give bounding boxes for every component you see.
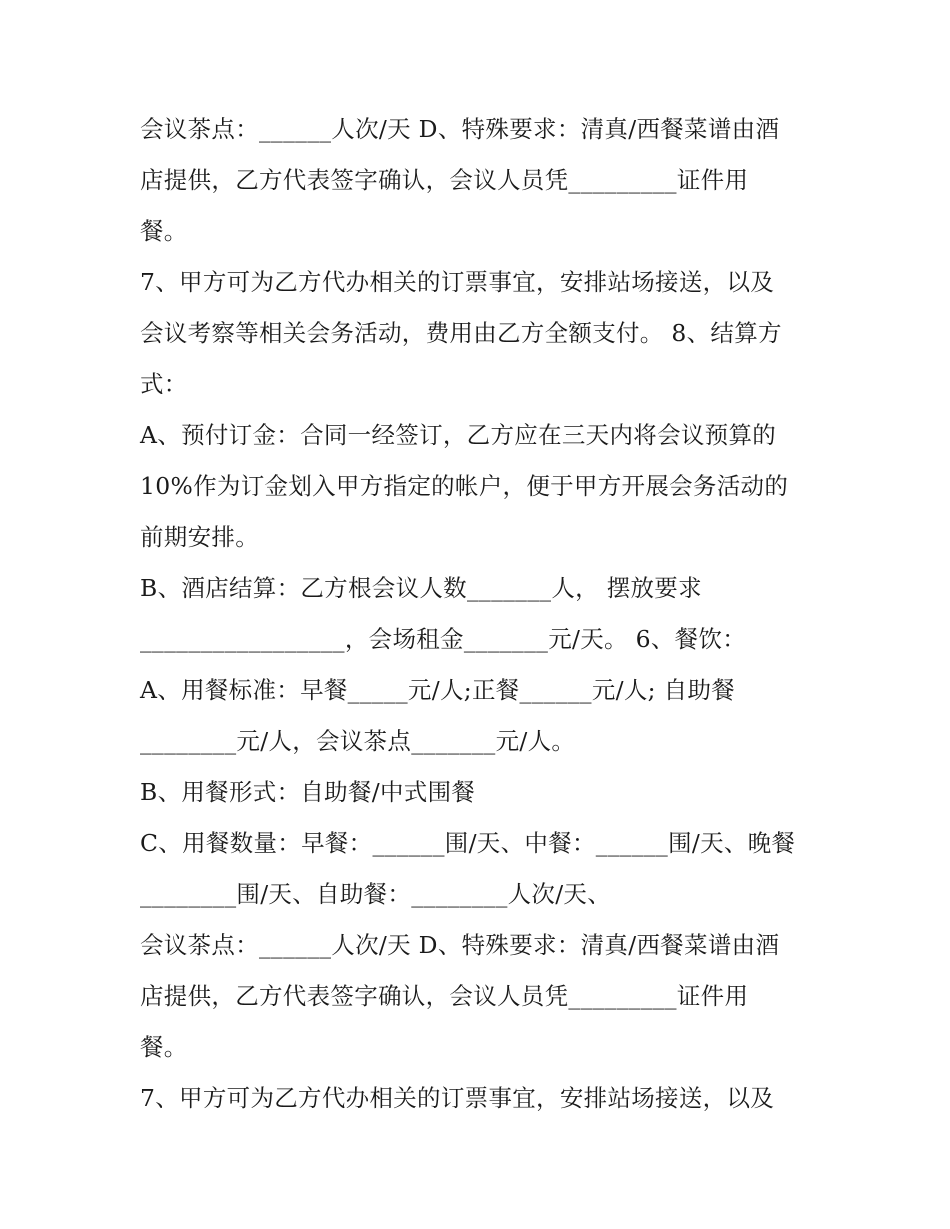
text-line: ________围/天、自助餐：________人次/天、 <box>140 880 612 908</box>
text-line: 会议考察等相关会务活动，费用由乙方全额支付。 8、结算方 <box>140 319 782 347</box>
text-line: 7、甲方可为乙方代办相关的订票事宜，安排站场接送，以及 <box>140 1084 775 1112</box>
text-line: 7、甲方可为乙方代办相关的订票事宜，安排站场接送，以及 <box>140 268 775 296</box>
text-line: A、预付订金：合同一经签订，乙方应在三天内将会议预算的 <box>140 421 777 449</box>
text-line: 餐。 <box>140 217 188 245</box>
text-line: 10%作为订金划入甲方指定的帐户，便于甲方开展会务活动的 <box>140 472 789 500</box>
text-line: 店提供，乙方代表签字确认，会议人员凭_________证件用 <box>140 166 749 194</box>
text-line: B、用餐形式：自助餐/中式围餐 <box>140 778 476 806</box>
text-line: 式： <box>140 370 188 398</box>
text-line: 餐。 <box>140 1033 188 1061</box>
text-line: _________________，会场租金_______元/天。 6、餐饮： <box>140 625 747 653</box>
text-line: 店提供，乙方代表签字确认，会议人员凭_________证件用 <box>140 982 749 1010</box>
text-line: 前期安排。 <box>140 523 259 551</box>
text-line: ________元/人，会议茶点_______元/人。 <box>140 727 576 755</box>
text-line: 会议茶点：______人次/天 D、特殊要求：清真/西餐菜谱由酒 <box>140 115 780 143</box>
text-line: A、用餐标准：早餐_____元/人;正餐______元/人; 自助餐 <box>140 676 736 704</box>
text-line: 会议茶点：______人次/天 D、特殊要求：清真/西餐菜谱由酒 <box>140 931 780 959</box>
text-line: B、酒店结算：乙方根会议人数_______人， 摆放要求 <box>140 574 702 602</box>
text-line: C、用餐数量：早餐：______围/天、中餐：______围/天、晚餐 <box>140 829 796 857</box>
